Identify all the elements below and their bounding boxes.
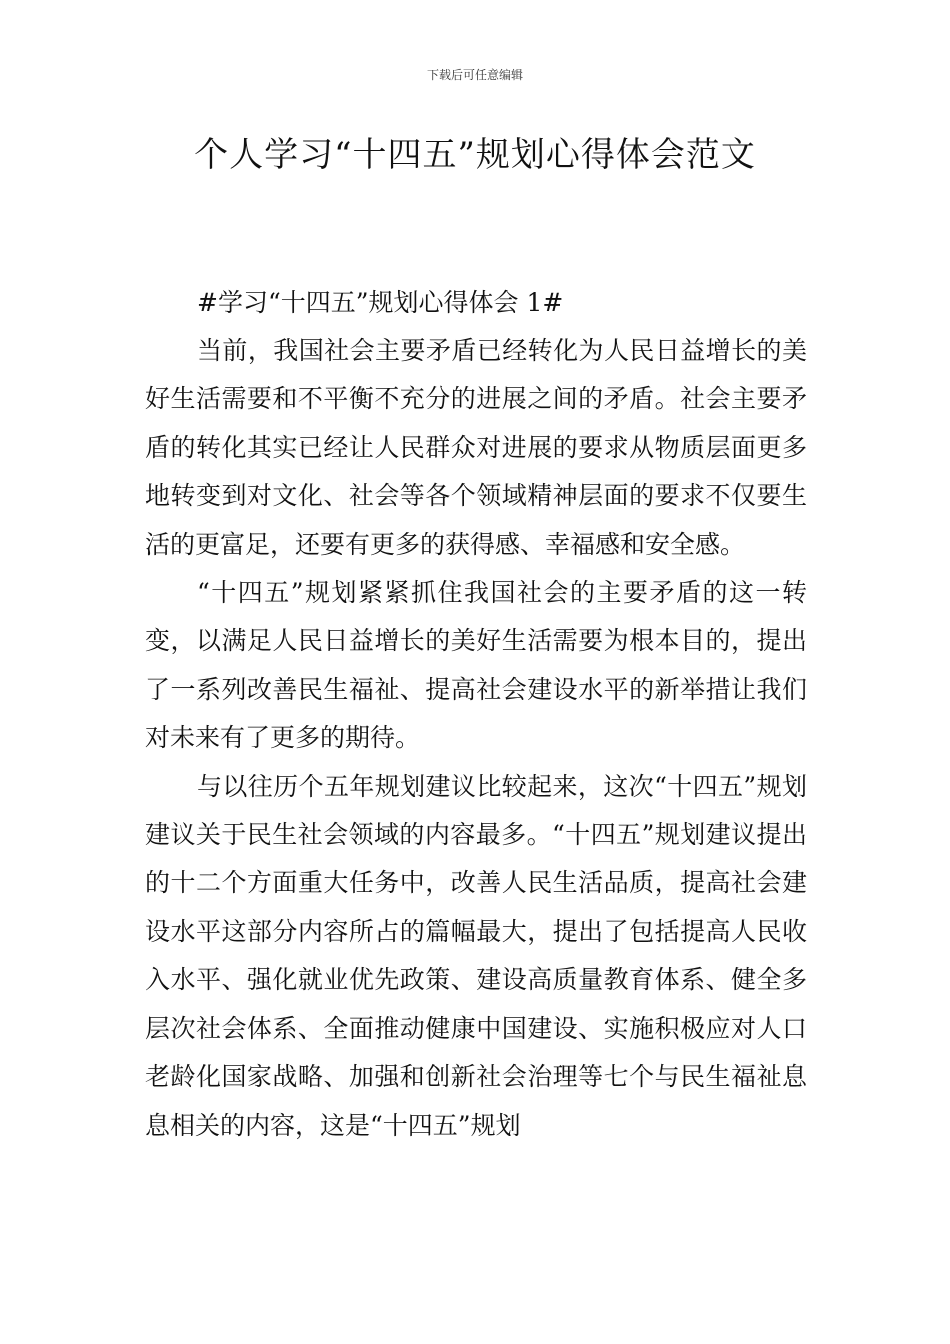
document-title: 个人学习“十四五”规划心得体会范文 [194,135,756,175]
paragraph-1: 当前，我国社会主要矛盾已经转化为人民日益增长的美好生活需要和不平衡不充分的进展之间的矛盾。社会主要矛盾的转化其实已经让人民群众对进展的要求从物质层面更多地转变到对文化、社会等各个领域精神层面的要求不仅要生活的更富足，还要有更多的获得感、幸福感和安全感。 [145,336,807,559]
paragraph-2: “十四五”规划紧紧抓住我国社会的主要矛盾的这一转变，以满足人民日益增长的美好生活需要为根本目的，提出了一系列改善民生福祉、提高社会建设水平的新举措让我们对未来有了更多的期待。 [145,578,807,753]
section-heading: #学习“十四五”规划心得体会 1# [197,288,564,317]
document-body [145,279,807,1150]
header-note: 下载后可任意编辑 [426,68,523,82]
paragraph-3: 与以往历个五年规划建议比较起来，这次“十四五”规划建议关于民生社会领域的内容最多。“十四五”规划建议提出的十二个方面重大任务中，改善人民生活品质，提高社会建设水平这部分内容所占的篇幅最大，提出了包括提高人民收入水平、强化就业优先政策、建设高质量教育体系、健全多层次社会体系、全面推动健康中国建设、实施积极应对人口老龄化国家战略、加强和创新社会治理等七个与民生福祉息息相关的内容，这是“十四五”规划 [145,771,807,1140]
